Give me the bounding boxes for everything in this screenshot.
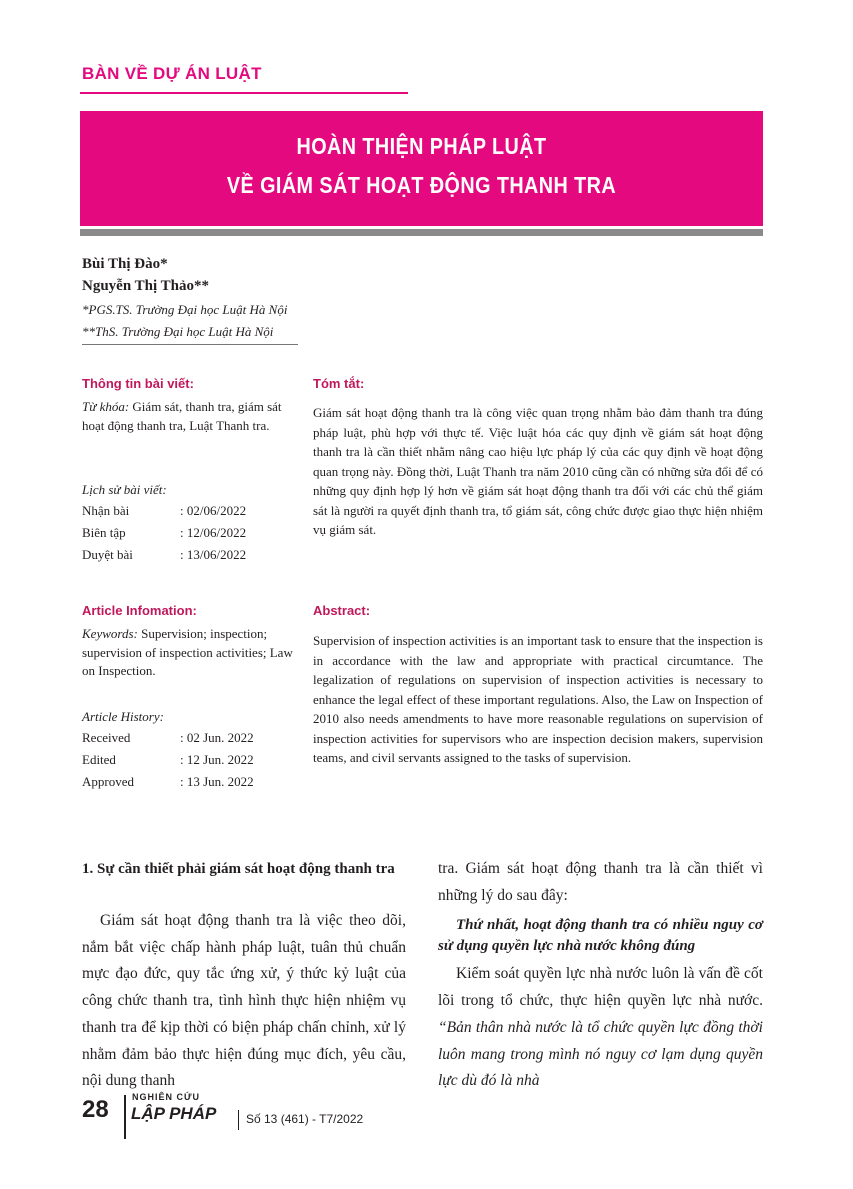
body-subheading: Thứ nhất, hoạt động thanh tra có nhiều nguy cơ sử dụng quyền lực nhà nước không đúng (438, 917, 763, 955)
en-history-value-1: : 02 Jun. 2022 (180, 730, 254, 745)
body-left-column (82, 908, 406, 1095)
en-info-heading: Article Infomation: (82, 603, 197, 618)
en-history-label-2: Edited (82, 752, 116, 767)
en-abstract-text: Supervision of inspection activities is an important task to ensure that the inspection is in accordance with the law and appropriate with practical circumtance. The legalization of regulations on supervision of inspection activities is necessary to enhance the legal effect of these important regulations. Also, the Law on Inspection of 2010 also needs amendments to have more reasonable regulations on supervision of inspection activities for supervisors who are inspection decision makers, supervision teams, and civil servants assigned to the tasks of supervision. (313, 633, 763, 765)
issue-number: Số 13 (461) - T7/2022 (246, 1112, 364, 1126)
section-divider (80, 92, 408, 94)
en-keywords (82, 625, 300, 681)
vi-keywords-text: Giám sát, thanh tra, giám sát hoạt động thanh tra, Luật Thanh tra. (82, 399, 282, 433)
vi-history-value-1: : 02/06/2022 (180, 503, 247, 518)
author-2: Nguyễn Thị Thảo** (82, 278, 209, 294)
body-left-paragraph: Giám sát hoạt động thanh tra là việc theo dõi, nắm bắt việc chấp hành pháp luật, tuân thủ chuẩn mực đạo đức, quy tắc ứng xử, ý thức kỷ luật của công chức thanh tra, tình hình thực hiện nhiệm vụ thanh tra để kịp thời có biện pháp chấn chỉnh, xử lý nhằm đảm bảo thực hiện đúng mục đích, yêu cầu, nội dung thanh (82, 912, 406, 1090)
en-keywords-text: Supervision; inspection; supervision of inspection activities; Law on Inspection. (82, 626, 293, 678)
vi-history-label-2: Biên tập (82, 525, 126, 540)
vi-history-value-3: : 13/06/2022 (180, 547, 247, 562)
vi-history-label: Lịch sử bài viết: (82, 482, 167, 497)
affiliation-2: **ThS. Trường Đại học Luật Hà Nội (82, 324, 274, 339)
vi-history-value-2: : 12/06/2022 (180, 525, 247, 540)
title-banner (80, 111, 763, 226)
quotation: “Bản thân nhà nước là tổ chức quyền lực đồng thời luôn mang trong mình nó nguy cơ lạm dụng quyền lực dù đó là nhà (438, 1018, 763, 1090)
vi-info-heading: Thông tin bài viết: (82, 376, 194, 391)
page-number: 28 (82, 1096, 109, 1123)
en-abstract-heading: Abstract: (313, 603, 371, 618)
section-label: BÀN VỀ DỰ ÁN LUẬT (82, 64, 262, 83)
article-title-line-2: VỀ GIÁM SÁT HOẠT ĐỘNG THANH TRA (226, 172, 617, 198)
body-right-paragraph-1: tra. Giám sát hoạt động thanh tra là cần thiết vì những lý do sau đây: (438, 860, 763, 904)
en-history-label-1: Received (82, 730, 131, 745)
issue-divider (238, 1110, 239, 1130)
body-right-paragraph-2: Kiểm soát quyền lực nhà nước luôn là vấn đề cốt lõi trong tổ chức, thực hiện quyền lực nhà nước. “Bản thân nhà nước là tổ chức quyền lực đồng thời luôn mang trong mình nó nguy cơ lạm dụng quyền lực dù đó là nhà (438, 965, 763, 1090)
en-history-value-2: : 12 Jun. 2022 (180, 752, 254, 767)
en-history-value-3: : 13 Jun. 2022 (180, 774, 254, 789)
article-title-line-1: HOÀN THIỆN PHÁP LUẬT (296, 133, 547, 159)
vi-keywords (82, 398, 300, 435)
affiliation-1: *PGS.TS. Trường Đại học Luật Hà Nội (82, 302, 288, 317)
title-underline-bar (80, 229, 763, 236)
en-history-label: Article History: (82, 709, 164, 724)
body-section-heading: 1. Sự cần thiết phải giám sát hoạt động thanh tra (82, 861, 395, 877)
author-1: Bùi Thị Đào* (82, 256, 168, 272)
affiliation-underline (82, 344, 298, 345)
magazine-logo-top: NGHIÊN CỨU (132, 1092, 200, 1102)
en-history-label-3: Approved (82, 774, 134, 789)
vi-summary-heading: Tóm tắt: (313, 376, 365, 391)
magazine-logo: LẬP PHÁP (131, 1104, 217, 1123)
vi-history-label-1: Nhận bài (82, 503, 130, 518)
en-keywords-label: Keywords: (82, 626, 138, 641)
vi-history-label-3: Duyệt bài (82, 547, 133, 562)
vi-summary-text: Giám sát hoạt động thanh tra là công việc quan trọng nhằm bảo đảm thanh tra đúng pháp luật, phù hợp với thực tế. Việc luật hóa các quy định về giám sát hoạt động thanh tra là cần thiết nhằm nâng cao hiệu lực pháp lý của các quy định về hoạt động quan trọng này. Đồng thời, Luật Thanh tra năm 2010 cũng cần có những sửa đổi để có những quy định hợp lý hơn về giám sát hoạt động thanh tra đối với các chủ thể giám sát là người ra quyết định thanh tra, tổ giám sát, công chức được giao thực hiện nhiệm vụ giám sát. (313, 405, 763, 537)
body-right-column (438, 856, 763, 1095)
vi-keywords-label: Từ khóa: (82, 399, 130, 414)
footer-divider (124, 1095, 126, 1139)
